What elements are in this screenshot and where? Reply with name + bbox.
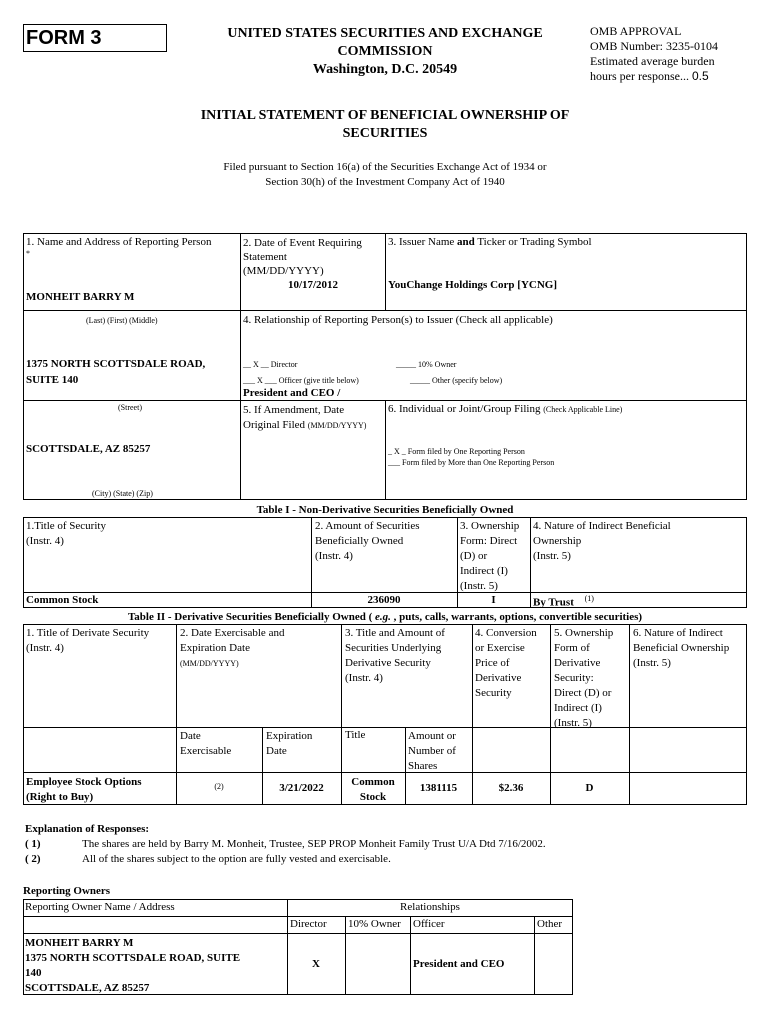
- t1-nature: [533, 594, 594, 609]
- t2-col6-header: [633, 626, 729, 671]
- box2-label: [243, 236, 362, 278]
- rule: [746, 517, 747, 607]
- title-line: SECURITIES: [342, 126, 428, 141]
- owner-director-mark: X: [312, 958, 320, 970]
- explanation-heading: Explanation of Responses:: [25, 823, 150, 835]
- box1-star: *: [26, 249, 30, 258]
- nature-text: By Trust: [533, 596, 574, 609]
- box5-label: [243, 403, 366, 433]
- label-line: Statement: [243, 251, 287, 263]
- omb-approval: [590, 24, 718, 84]
- header-line: (Instr. 5): [554, 717, 592, 729]
- owner-line: 140: [25, 967, 42, 979]
- officer-check: ___ X ___ Officer (give title below): [243, 376, 359, 385]
- rule: [23, 517, 24, 607]
- agency-line: UNITED STATES SECURITIES AND EXCHANGE: [227, 26, 543, 41]
- header-line: Shares: [408, 760, 438, 772]
- table2-title: [23, 611, 747, 623]
- header-line: Expiration: [266, 730, 313, 742]
- t2-subheader-amount: [408, 729, 456, 774]
- label-part: (Check Applicable Line): [543, 405, 623, 414]
- t2-subheader-date-exercisable: [180, 729, 231, 759]
- t1-amount: 236090: [367, 594, 401, 606]
- label-part: Original Filed: [243, 419, 306, 431]
- header-line: Direct (D) or: [554, 687, 612, 699]
- header-line: Indirect (I): [460, 565, 508, 577]
- rule: [385, 400, 386, 499]
- rule: [746, 233, 747, 499]
- owners-col-officer: Officer: [413, 918, 445, 930]
- header-line: Beneficially Owned: [315, 535, 404, 547]
- t2-subheader-expiration: [266, 729, 312, 759]
- rule: [534, 916, 535, 994]
- director-check: __ X __ Director: [243, 360, 298, 369]
- city-caption: (City) (State) (Zip): [92, 489, 153, 498]
- header-line: 3. Title and Amount of: [345, 627, 445, 639]
- t1-col2-header: [315, 519, 420, 564]
- rule: [23, 499, 747, 500]
- rule: [240, 233, 241, 499]
- rule: [23, 933, 573, 934]
- t1-ownership-form: I: [491, 594, 496, 606]
- rule: [23, 727, 747, 728]
- t2-col2-header: [180, 626, 284, 671]
- reporting-person-name: MONHEIT BARRY M: [26, 291, 135, 303]
- header-line: 1.Title of Security: [26, 520, 106, 532]
- label-part: 3. Issuer Name: [388, 236, 458, 248]
- rule: [472, 624, 473, 804]
- rule: [23, 517, 747, 518]
- header-line: 5. Ownership: [554, 627, 614, 639]
- rule: [23, 899, 24, 994]
- header-line: Exercisable: [180, 745, 232, 757]
- rule: [23, 310, 747, 311]
- label-part: 6. Individual or Joint/Group Filing: [388, 403, 541, 415]
- t2-date-exercisable-footnote: (2): [214, 782, 224, 791]
- header-line: Form of: [554, 642, 590, 654]
- box1-label: 1. Name and Address of Reporting Person: [26, 236, 212, 248]
- rule: [572, 899, 573, 994]
- t2-col3-header: [345, 626, 445, 686]
- street-caption: (Street): [118, 403, 142, 412]
- t2-security-title: [26, 775, 142, 805]
- street-line: 1375 NORTH SCOTTSDALE ROAD,: [26, 358, 206, 370]
- header-line: Derivative: [475, 672, 522, 684]
- rule: [385, 233, 386, 310]
- filed-pursuant: [150, 160, 620, 190]
- t2-col4-header: [475, 626, 537, 701]
- agency-line: COMMISSION: [337, 44, 433, 59]
- form-number: FORM 3: [23, 24, 167, 52]
- label-part: and: [457, 236, 475, 248]
- header-line: Number of: [408, 745, 456, 757]
- t1-col1-header: [26, 519, 106, 549]
- t2-col5-header: [554, 626, 613, 731]
- rule: [23, 233, 24, 499]
- header-line: Derivative Security: [345, 657, 431, 669]
- header-line: (D) or: [460, 550, 488, 562]
- agency-address: Washington, D.C. 20549: [312, 62, 458, 77]
- owners-col-director: Director: [290, 918, 327, 930]
- footnote-1-text: The shares are held by Barry M. Monheit, Trustee, SEP PROP Monheit Family Trust U/A Dtd 7/16/2002.: [82, 838, 546, 850]
- reporting-owners-heading: Reporting Owners: [23, 885, 111, 897]
- reporting-person-street: [26, 356, 205, 388]
- owner-officer-title: President and CEO: [413, 958, 505, 970]
- t2-price: $2.36: [498, 782, 524, 794]
- header-line: (Instr. 4): [26, 535, 64, 547]
- other-check: _____ Other (specify below): [410, 376, 503, 385]
- title-part: , puts, calls, warrants, options, convertible securities): [390, 611, 643, 623]
- header-line: Security:: [554, 672, 594, 684]
- table1-title: Table I - Non-Derivative Securities Beneficially Owned: [256, 504, 514, 516]
- omb-hours: 0.5: [691, 69, 709, 83]
- label-line: 2. Date of Event Requiring: [243, 237, 362, 249]
- header-line: 4. Nature of Indirect Beneficial: [533, 520, 671, 532]
- header-line: Beneficial Ownership: [633, 642, 730, 654]
- filed-line: Filed pursuant to Section 16(a) of the Securities Exchange Act of 1934 or: [223, 161, 547, 173]
- officer-title: President and CEO /: [243, 387, 341, 399]
- title-line: Common: [351, 776, 395, 788]
- title-part: e.g.: [375, 611, 391, 623]
- header-line: Amount or: [408, 730, 456, 742]
- rule: [550, 624, 551, 804]
- header-line: Security: [475, 687, 512, 699]
- rule: [23, 624, 747, 625]
- rule: [410, 916, 411, 994]
- box4-label: 4. Relationship of Reporting Person(s) to Issuer (Check all applicable): [243, 314, 553, 326]
- header-line: Derivative: [554, 657, 601, 669]
- header-line: (MM/DD/YYYY): [180, 659, 239, 668]
- owner-line: SCOTTSDALE, AZ 85257: [25, 982, 150, 994]
- header-line: (Instr. 5): [533, 550, 571, 562]
- owners-col-ten-pct: 10% Owner: [348, 918, 401, 930]
- header-line: 2. Date Exercisable and: [180, 627, 285, 639]
- t1-security-title: Common Stock: [26, 594, 99, 606]
- title-line: (Right to Buy): [26, 791, 94, 803]
- label-part: Ticker or Trading Symbol: [474, 236, 592, 248]
- omb-line: hours per response...: [590, 69, 689, 83]
- header-line: Expiration Date: [180, 642, 250, 654]
- label-line: 5. If Amendment, Date: [243, 404, 345, 416]
- header-line: (Instr. 4): [315, 550, 353, 562]
- filing-option-many: ___ Form filed by More than One Reporting Person: [388, 458, 555, 467]
- footnote-1-number: ( 1): [25, 838, 41, 850]
- box6-label: [388, 403, 622, 415]
- rule: [23, 772, 747, 773]
- title-line: Stock: [359, 791, 387, 803]
- issuer-name: YouChange Holdings Corp [YCNG]: [388, 279, 557, 291]
- t2-underlying-title: [341, 775, 405, 805]
- header-line: Date: [266, 745, 287, 757]
- header-line: or Exercise: [475, 642, 525, 654]
- rule: [23, 400, 747, 401]
- header-line: Form: Direct: [460, 535, 518, 547]
- owners-col-name: Reporting Owner Name / Address: [25, 901, 175, 913]
- owner-line: MONHEIT BARRY M: [25, 937, 134, 949]
- header-line: 3. Ownership: [460, 520, 520, 532]
- box3-label: [388, 236, 592, 248]
- rule: [629, 624, 630, 804]
- rule: [23, 592, 747, 593]
- header-line: (Instr. 5): [460, 580, 498, 592]
- label-line: (MM/DD/YYYY): [243, 265, 324, 277]
- header-line: Date: [180, 730, 201, 742]
- owner-name-address: [25, 936, 240, 996]
- filing-option-one: _ X _ Form filed by One Reporting Person: [388, 447, 525, 456]
- t2-ownership-form: D: [585, 782, 594, 794]
- event-date: 10/17/2012: [287, 279, 339, 291]
- omb-line: OMB APPROVAL: [590, 24, 682, 38]
- rule: [23, 916, 573, 917]
- street-line: SUITE 140: [26, 374, 79, 386]
- t1-col3-header: [460, 519, 519, 594]
- title-line: INITIAL STATEMENT OF BENEFICIAL OWNERSHIP OF: [200, 108, 570, 123]
- rule: [23, 899, 573, 900]
- rule: [530, 517, 531, 607]
- label-part: (MM/DD/YYYY): [307, 421, 367, 430]
- t2-col1-header: [26, 626, 149, 656]
- owner-line: 1375 NORTH SCOTTSDALE ROAD, SUITE: [25, 952, 241, 964]
- document-title: [150, 107, 620, 143]
- rule: [23, 607, 747, 608]
- header-line: (Instr. 4): [26, 642, 64, 654]
- ten-pct-check: _____ 10% Owner: [396, 360, 457, 369]
- header-line: Securities Underlying: [345, 642, 442, 654]
- header-line: 1. Title of Derivate Security: [26, 627, 150, 639]
- rule: [746, 624, 747, 804]
- filed-line: Section 30(h) of the Investment Company Act of 1940: [265, 176, 505, 188]
- header-line: 2. Amount of Securities: [315, 520, 420, 532]
- title-part: Table II - Derivative Securities Beneficially Owned (: [127, 611, 376, 623]
- footnote-2-text: All of the shares subject to the option are fully vested and exercisable.: [82, 853, 391, 865]
- rule: [176, 624, 177, 804]
- omb-line: OMB Number: 3235-0104: [590, 39, 718, 53]
- rule: [345, 916, 346, 994]
- title-line: Employee Stock Options: [26, 776, 142, 788]
- rule: [287, 899, 288, 994]
- omb-line: Estimated average burden: [590, 54, 715, 68]
- name-caption: (Last) (First) (Middle): [86, 316, 158, 325]
- header-line: 4. Conversion: [475, 627, 537, 639]
- header-line: 6. Nature of Indirect: [633, 627, 723, 639]
- t1-col4-header: [533, 519, 671, 564]
- owners-col-relationships: Relationships: [400, 901, 460, 913]
- reporting-person-city: SCOTTSDALE, AZ 85257: [26, 443, 151, 455]
- header-line: Indirect (I): [554, 702, 602, 714]
- header-line: (Instr. 4): [345, 672, 383, 684]
- agency-heading: [205, 25, 565, 79]
- footnote-ref: (1): [584, 594, 594, 603]
- rule: [23, 624, 24, 804]
- footnote-2-number: ( 2): [25, 853, 41, 865]
- t2-expiration-date: 3/21/2022: [279, 782, 324, 794]
- header-line: Price of: [475, 657, 510, 669]
- owners-col-other: Other: [537, 918, 563, 930]
- header-line: (Instr. 5): [633, 657, 671, 669]
- t2-amount: 1381115: [419, 782, 458, 794]
- header-line: Ownership: [533, 535, 582, 547]
- t2-subheader-title: Title: [345, 729, 366, 741]
